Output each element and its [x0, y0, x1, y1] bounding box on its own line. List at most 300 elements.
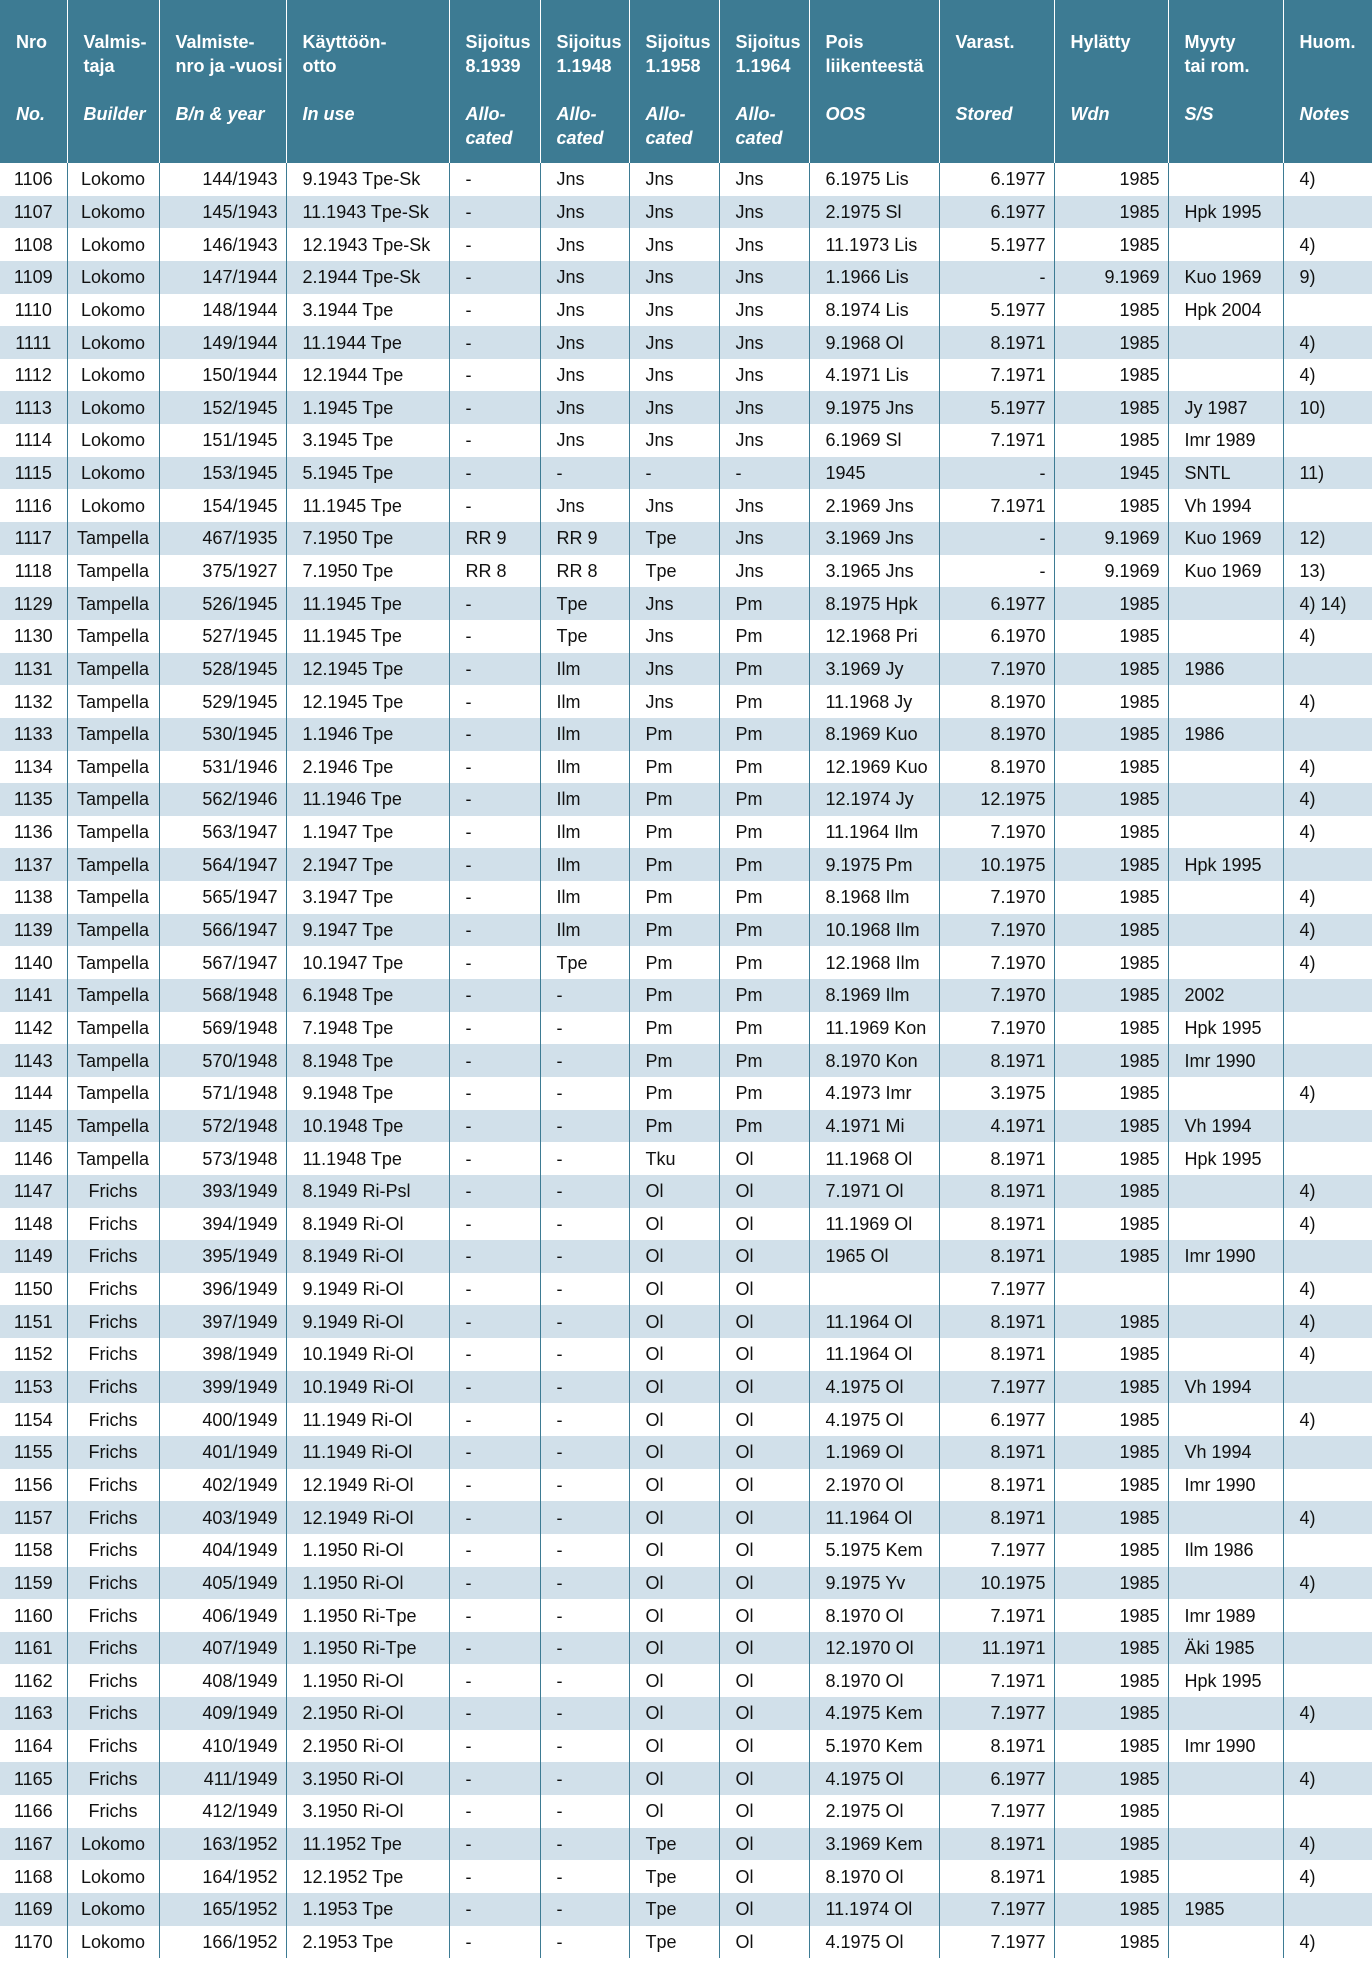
cell-in-use: 2.1950 Ri-Ol [286, 1697, 449, 1730]
cell-sold-scrapped: Imr 1990 [1168, 1730, 1283, 1763]
cell-oos: 2.1970 Ol [809, 1469, 939, 1502]
cell-notes: 4) [1299, 1866, 1316, 1887]
cell-notes: 4) [1283, 1305, 1372, 1338]
cell-builder: Lokomo [67, 457, 159, 490]
cell-oos: 3.1969 Jns [809, 522, 939, 555]
cell-alloc-1939: - [449, 1110, 540, 1143]
header-no [0, 0, 67, 163]
cell-notes: 4) [1299, 626, 1316, 647]
table-row [0, 1860, 1372, 1893]
cell-alloc-1958: Ol [629, 1795, 719, 1828]
table-row [0, 1403, 1372, 1436]
cell-sold-scrapped: Hpk 1995 [1168, 1142, 1283, 1175]
cell-alloc-1948: - [540, 1175, 629, 1208]
cell-alloc-1958: Jns [629, 620, 719, 653]
cell-sold-scrapped [1168, 326, 1283, 359]
cell-notes: 4) [1283, 1697, 1372, 1730]
header-label-fi: Huom. [1299, 32, 1356, 52]
table-row [0, 848, 1372, 881]
cell-withdrawn: 1985 [1054, 1860, 1168, 1893]
cell-notes: 4) [1299, 234, 1316, 255]
cell-no: 1145 [0, 1110, 67, 1143]
cell-oos: 3.1965 Jns [809, 555, 939, 588]
cell-alloc-1939: - [449, 685, 540, 718]
cell-in-use: 8.1949 Ri-Ol [286, 1208, 449, 1241]
cell-stored: 8.1970 [939, 718, 1054, 751]
cell-notes [1283, 1142, 1372, 1175]
cell-alloc-1964: Pm [719, 1077, 809, 1110]
cell-alloc-1964: Pm [719, 685, 809, 718]
cell-alloc-1948: - [540, 1599, 629, 1632]
cell-withdrawn: 1985 [1054, 1469, 1168, 1502]
cell-in-use: 5.1945 Tpe [286, 457, 449, 490]
cell-stored: 8.1970 [939, 685, 1054, 718]
cell-no: 1159 [0, 1567, 67, 1600]
cell-stored: 11.1971 [939, 1632, 1054, 1665]
cell-alloc-1939: - [449, 881, 540, 914]
table-row [0, 1632, 1372, 1665]
cell-in-use: 12.1952 Tpe [286, 1860, 449, 1893]
cell-alloc-1939: - [449, 1828, 540, 1861]
cell-build-number: 410/1949 [159, 1730, 286, 1763]
cell-alloc-1939: - [449, 1795, 540, 1828]
cell-build-number: 528/1945 [159, 653, 286, 686]
cell-build-number: 569/1948 [159, 1012, 286, 1045]
cell-in-use: 2.1947 Tpe [286, 848, 449, 881]
cell-notes [1283, 489, 1372, 522]
cell-build-number: 564/1947 [159, 848, 286, 881]
cell-withdrawn: 1985 [1054, 1567, 1168, 1600]
cell-alloc-1948: - [540, 1012, 629, 1045]
cell-in-use: 11.1945 Tpe [286, 620, 449, 653]
cell-alloc-1964: Jns [719, 424, 809, 457]
cell-withdrawn: 1985 [1054, 1240, 1168, 1273]
cell-builder: Lokomo [67, 359, 159, 392]
cell-oos: 12.1968 Pri [809, 620, 939, 653]
cell-no: 1167 [0, 1828, 67, 1861]
cell-alloc-1939: - [449, 1371, 540, 1404]
cell-stored: 7.1970 [939, 816, 1054, 849]
cell-alloc-1958: Jns [629, 391, 719, 424]
cell-alloc-1964: Pm [719, 946, 809, 979]
cell-sold-scrapped [1168, 1175, 1283, 1208]
cell-alloc-1958: Jns [629, 163, 719, 196]
cell-build-number: 164/1952 [159, 1860, 286, 1893]
cell-no: 1162 [0, 1664, 67, 1697]
cell-no: 1161 [0, 1632, 67, 1665]
cell-build-number: 397/1949 [159, 1305, 286, 1338]
cell-no: 1133 [0, 718, 67, 751]
cell-in-use: 12.1943 Tpe-Sk [286, 228, 449, 261]
cell-oos: 11.1974 Ol [809, 1893, 939, 1926]
cell-oos: 12.1968 Ilm [809, 946, 939, 979]
cell-alloc-1964: Jns [719, 163, 809, 196]
cell-alloc-1948: - [540, 1110, 629, 1143]
cell-alloc-1948: - [540, 1469, 629, 1502]
cell-withdrawn: 1985 [1054, 946, 1168, 979]
cell-withdrawn: 1985 [1054, 718, 1168, 751]
cell-sold-scrapped [1168, 620, 1283, 653]
table-row [0, 587, 1372, 620]
cell-alloc-1964: Ol [719, 1664, 809, 1697]
cell-in-use: 12.1949 Ri-Ol [286, 1501, 449, 1534]
cell-sold-scrapped: Hpk 2004 [1168, 294, 1283, 327]
cell-in-use: 11.1946 Tpe [286, 783, 449, 816]
cell-withdrawn: 1985 [1054, 391, 1168, 424]
cell-oos: 9.1968 Ol [809, 326, 939, 359]
cell-in-use: 1.1945 Tpe [286, 391, 449, 424]
cell-alloc-1958: Pm [629, 751, 719, 784]
cell-oos: 1.1966 Lis [809, 261, 939, 294]
table-row [0, 424, 1372, 457]
cell-build-number: 398/1949 [159, 1338, 286, 1371]
cell-notes [1283, 1012, 1372, 1045]
cell-alloc-1958: Jns [629, 653, 719, 686]
cell-alloc-1939: - [449, 1273, 540, 1306]
cell-builder: Frichs [67, 1403, 159, 1436]
cell-in-use: 12.1944 Tpe [286, 359, 449, 392]
cell-alloc-1948: - [540, 1762, 629, 1795]
cell-sold-scrapped [1168, 1501, 1283, 1534]
cell-alloc-1948: - [540, 1632, 629, 1665]
cell-withdrawn [1054, 1273, 1168, 1306]
cell-builder: Lokomo [67, 163, 159, 196]
cell-notes [1283, 653, 1372, 686]
cell-sold-scrapped [1168, 1305, 1283, 1338]
cell-alloc-1958: Ol [629, 1469, 719, 1502]
cell-no: 1115 [0, 457, 67, 490]
cell-alloc-1964: Ol [719, 1893, 809, 1926]
cell-no: 1132 [0, 685, 67, 718]
cell-stored: 7.1970 [939, 653, 1054, 686]
cell-oos: 8.1969 Kuo [809, 718, 939, 751]
cell-stored: 8.1971 [939, 1860, 1054, 1893]
cell-alloc-1964: Ol [719, 1240, 809, 1273]
cell-notes: 4) [1299, 756, 1316, 777]
cell-alloc-1939: RR 8 [449, 555, 540, 588]
cell-build-number: 531/1946 [159, 751, 286, 784]
table-row [0, 228, 1372, 261]
cell-alloc-1964: Pm [719, 1044, 809, 1077]
cell-no: 1152 [0, 1338, 67, 1371]
cell-notes [1283, 1436, 1372, 1469]
cell-alloc-1958: Jns [629, 261, 719, 294]
cell-alloc-1964: Ol [719, 1436, 809, 1469]
cell-builder: Frichs [67, 1697, 159, 1730]
cell-alloc-1964: Pm [719, 881, 809, 914]
cell-stored: 8.1971 [939, 1240, 1054, 1273]
cell-oos: 4.1971 Mi [809, 1110, 939, 1143]
cell-no: 1155 [0, 1436, 67, 1469]
cell-alloc-1948: - [540, 1534, 629, 1567]
cell-alloc-1939: - [449, 587, 540, 620]
header-label-en: Notes [1299, 104, 1350, 124]
cell-oos: 8.1974 Lis [809, 294, 939, 327]
cell-alloc-1958: Pm [629, 1044, 719, 1077]
cell-alloc-1939: - [449, 620, 540, 653]
cell-stored: 5.1977 [939, 228, 1054, 261]
header-label-fi: Sijoitus 1.1948 [556, 32, 622, 76]
cell-sold-scrapped [1168, 1077, 1283, 1110]
cell-alloc-1939: - [449, 946, 540, 979]
cell-stored: 3.1975 [939, 1077, 1054, 1110]
cell-alloc-1948: Jns [540, 196, 629, 229]
cell-alloc-1964: Jns [719, 359, 809, 392]
cell-withdrawn: 1985 [1054, 1403, 1168, 1436]
header-label-fi: Sijoitus 1.1958 [645, 32, 711, 76]
cell-withdrawn: 1985 [1054, 653, 1168, 686]
cell-stored: 7.1970 [939, 881, 1054, 914]
cell-oos: 6.1969 Sl [809, 424, 939, 457]
cell-sold-scrapped: Imr 1989 [1168, 424, 1283, 457]
cell-notes: 4) [1283, 326, 1372, 359]
cell-stored: 8.1971 [939, 1469, 1054, 1502]
cell-alloc-1948: - [540, 1567, 629, 1600]
cell-alloc-1964: Jns [719, 196, 809, 229]
cell-alloc-1958: Ol [629, 1273, 719, 1306]
cell-alloc-1964: Ol [719, 1762, 809, 1795]
cell-alloc-1939: - [449, 751, 540, 784]
cell-sold-scrapped: Imr 1989 [1168, 1599, 1283, 1632]
cell-oos: 8.1970 Ol [809, 1860, 939, 1893]
cell-alloc-1958: Pm [629, 718, 719, 751]
cell-in-use: 1.1947 Tpe [286, 816, 449, 849]
cell-build-number: 151/1945 [159, 424, 286, 457]
table-row [0, 1664, 1372, 1697]
table-row [0, 620, 1372, 653]
cell-builder: Frichs [67, 1175, 159, 1208]
cell-no: 1111 [0, 326, 67, 359]
cell-stored: 8.1971 [939, 1142, 1054, 1175]
cell-alloc-1948: - [540, 1501, 629, 1534]
cell-alloc-1964: Jns [719, 522, 809, 555]
cell-alloc-1948: RR 9 [540, 522, 629, 555]
cell-alloc-1958: - [629, 457, 719, 490]
cell-oos: 11.1964 Ilm [809, 816, 939, 849]
header-label-en: Wdn [1070, 104, 1110, 124]
cell-builder: Tampella [67, 881, 159, 914]
table-row [0, 1534, 1372, 1567]
cell-sold-scrapped [1168, 163, 1283, 196]
cell-stored: 8.1971 [939, 1305, 1054, 1338]
cell-notes [1283, 718, 1372, 751]
cell-alloc-1958: Jns [629, 326, 719, 359]
cell-alloc-1964: Ol [719, 1305, 809, 1338]
cell-alloc-1939: - [449, 391, 540, 424]
cell-builder: Tampella [67, 816, 159, 849]
cell-builder: Frichs [67, 1208, 159, 1241]
cell-sold-scrapped [1168, 816, 1283, 849]
header-label-en: S/S [1184, 104, 1214, 124]
cell-stored: 7.1970 [939, 979, 1054, 1012]
cell-builder: Tampella [67, 718, 159, 751]
cell-alloc-1958: Jns [629, 587, 719, 620]
header-label-en: Stored [955, 104, 1013, 124]
cell-no: 1151 [0, 1305, 67, 1338]
cell-oos: 10.1968 Ilm [809, 914, 939, 947]
cell-withdrawn: 1985 [1054, 1436, 1168, 1469]
cell-oos: 4.1975 Ol [809, 1762, 939, 1795]
cell-notes [1283, 1534, 1372, 1567]
cell-alloc-1939: - [449, 1338, 540, 1371]
cell-alloc-1948: - [540, 1893, 629, 1926]
cell-alloc-1958: Ol [629, 1436, 719, 1469]
cell-withdrawn: 1985 [1054, 1534, 1168, 1567]
cell-no: 1165 [0, 1762, 67, 1795]
cell-builder: Tampella [67, 685, 159, 718]
cell-alloc-1948: Ilm [540, 783, 629, 816]
cell-withdrawn: 1985 [1054, 1697, 1168, 1730]
cell-alloc-1958: Tpe [629, 522, 719, 555]
cell-alloc-1958: Pm [629, 979, 719, 1012]
table-row [0, 881, 1372, 914]
cell-build-number: 165/1952 [159, 1893, 286, 1926]
cell-alloc-1948: - [540, 1730, 629, 1763]
cell-sold-scrapped [1168, 587, 1283, 620]
cell-build-number: 406/1949 [159, 1599, 286, 1632]
header-in-use [286, 0, 449, 163]
table-row [0, 1175, 1372, 1208]
table-row [0, 1273, 1372, 1306]
cell-oos: 4.1975 Ol [809, 1371, 939, 1404]
cell-in-use: 8.1948 Tpe [286, 1044, 449, 1077]
cell-oos: 7.1971 Ol [809, 1175, 939, 1208]
cell-sold-scrapped [1168, 228, 1283, 261]
cell-notes: 4) [1299, 822, 1316, 843]
cell-builder: Frichs [67, 1240, 159, 1273]
table-row [0, 1436, 1372, 1469]
table-row [0, 261, 1372, 294]
cell-oos: 8.1975 Hpk [809, 587, 939, 620]
cell-stored: 6.1977 [939, 1403, 1054, 1436]
cell-builder: Frichs [67, 1632, 159, 1665]
cell-oos: 11.1968 Jy [809, 685, 939, 718]
cell-withdrawn: 1985 [1054, 1142, 1168, 1175]
cell-stored: 10.1975 [939, 848, 1054, 881]
cell-alloc-1964: Ol [719, 1795, 809, 1828]
cell-alloc-1964: Ol [719, 1501, 809, 1534]
cell-builder: Lokomo [67, 294, 159, 327]
cell-withdrawn: 1945 [1054, 457, 1168, 490]
cell-notes: 4) [1283, 1567, 1372, 1600]
cell-in-use: 1.1950 Ri-Ol [286, 1567, 449, 1600]
cell-stored: 5.1977 [939, 391, 1054, 424]
header-label-fi: Varast. [955, 32, 1015, 52]
cell-oos: 5.1970 Kem [809, 1730, 939, 1763]
header-label-en: Allo- cated [556, 104, 604, 148]
cell-no: 1118 [0, 555, 67, 588]
cell-build-number: 467/1935 [159, 522, 286, 555]
header-label-fi: Sijoitus 8.1939 [465, 32, 531, 76]
header-alloc-1964 [719, 0, 809, 163]
cell-notes: 12) [1283, 522, 1372, 555]
table-row [0, 1012, 1372, 1045]
cell-in-use: 6.1948 Tpe [286, 979, 449, 1012]
cell-sold-scrapped: Äki 1985 [1168, 1632, 1283, 1665]
cell-alloc-1948: - [540, 1697, 629, 1730]
table-row [0, 1567, 1372, 1600]
cell-no: 1163 [0, 1697, 67, 1730]
cell-withdrawn: 1985 [1054, 1632, 1168, 1665]
cell-in-use: 11.1944 Tpe [286, 326, 449, 359]
cell-builder: Lokomo [67, 1893, 159, 1926]
cell-no: 1158 [0, 1534, 67, 1567]
cell-alloc-1939: - [449, 1893, 540, 1926]
cell-alloc-1958: Ol [629, 1697, 719, 1730]
cell-alloc-1939: - [449, 359, 540, 392]
cell-in-use: 1.1946 Tpe [286, 718, 449, 751]
table-row [0, 1208, 1372, 1241]
cell-alloc-1948: - [540, 1664, 629, 1697]
cell-withdrawn: 1985 [1054, 1175, 1168, 1208]
table-row [0, 1795, 1372, 1828]
cell-no: 1141 [0, 979, 67, 1012]
cell-notes [1283, 1795, 1372, 1828]
cell-stored: 7.1970 [939, 914, 1054, 947]
cell-builder: Frichs [67, 1599, 159, 1632]
cell-alloc-1964: Jns [719, 391, 809, 424]
cell-build-number: 411/1949 [159, 1762, 286, 1795]
table-row [0, 555, 1372, 588]
cell-notes: 4) [1299, 365, 1316, 386]
cell-builder: Tampella [67, 1012, 159, 1045]
cell-oos: 11.1973 Lis [809, 228, 939, 261]
cell-alloc-1964: Ol [719, 1208, 809, 1241]
cell-build-number: 144/1943 [159, 163, 286, 196]
header-label-fi: Käyttöön- otto [302, 32, 387, 76]
cell-no: 1116 [0, 489, 67, 522]
cell-in-use: 11.1949 Ri-Ol [286, 1436, 449, 1469]
cell-build-number: 527/1945 [159, 620, 286, 653]
cell-notes [1283, 1893, 1372, 1926]
cell-no: 1110 [0, 294, 67, 327]
cell-no: 1129 [0, 587, 67, 620]
cell-withdrawn: 1985 [1054, 489, 1168, 522]
cell-sold-scrapped: 1986 [1168, 653, 1283, 686]
cell-alloc-1948: Ilm [540, 653, 629, 686]
cell-stored: 7.1970 [939, 946, 1054, 979]
header-oos [809, 0, 939, 163]
cell-stored: 6.1977 [939, 196, 1054, 229]
cell-notes: 4) [1299, 1083, 1316, 1104]
cell-alloc-1958: Pm [629, 946, 719, 979]
cell-alloc-1939: - [449, 424, 540, 457]
cell-in-use: 11.1943 Tpe-Sk [286, 196, 449, 229]
cell-alloc-1948: - [540, 1436, 629, 1469]
cell-alloc-1964: Jns [719, 489, 809, 522]
cell-alloc-1948: Tpe [540, 946, 629, 979]
cell-alloc-1958: Tpe [629, 1860, 719, 1893]
cell-sold-scrapped [1168, 751, 1283, 784]
cell-builder: Tampella [67, 783, 159, 816]
cell-stored: 5.1977 [939, 294, 1054, 327]
cell-withdrawn: 1985 [1054, 1828, 1168, 1861]
header-label-en: No. [16, 104, 45, 124]
header-build-number [159, 0, 286, 163]
table-row [0, 1142, 1372, 1175]
cell-alloc-1939: - [449, 1534, 540, 1567]
cell-withdrawn: 1985 [1054, 1305, 1168, 1338]
cell-alloc-1939: - [449, 228, 540, 261]
table-row [0, 914, 1372, 947]
cell-build-number: 409/1949 [159, 1697, 286, 1730]
cell-withdrawn: 1985 [1054, 1208, 1168, 1241]
cell-no: 1130 [0, 620, 67, 653]
cell-alloc-1964: Pm [719, 816, 809, 849]
cell-stored: 6.1977 [939, 587, 1054, 620]
cell-build-number: 403/1949 [159, 1501, 286, 1534]
cell-oos: 4.1975 Ol [809, 1926, 939, 1959]
